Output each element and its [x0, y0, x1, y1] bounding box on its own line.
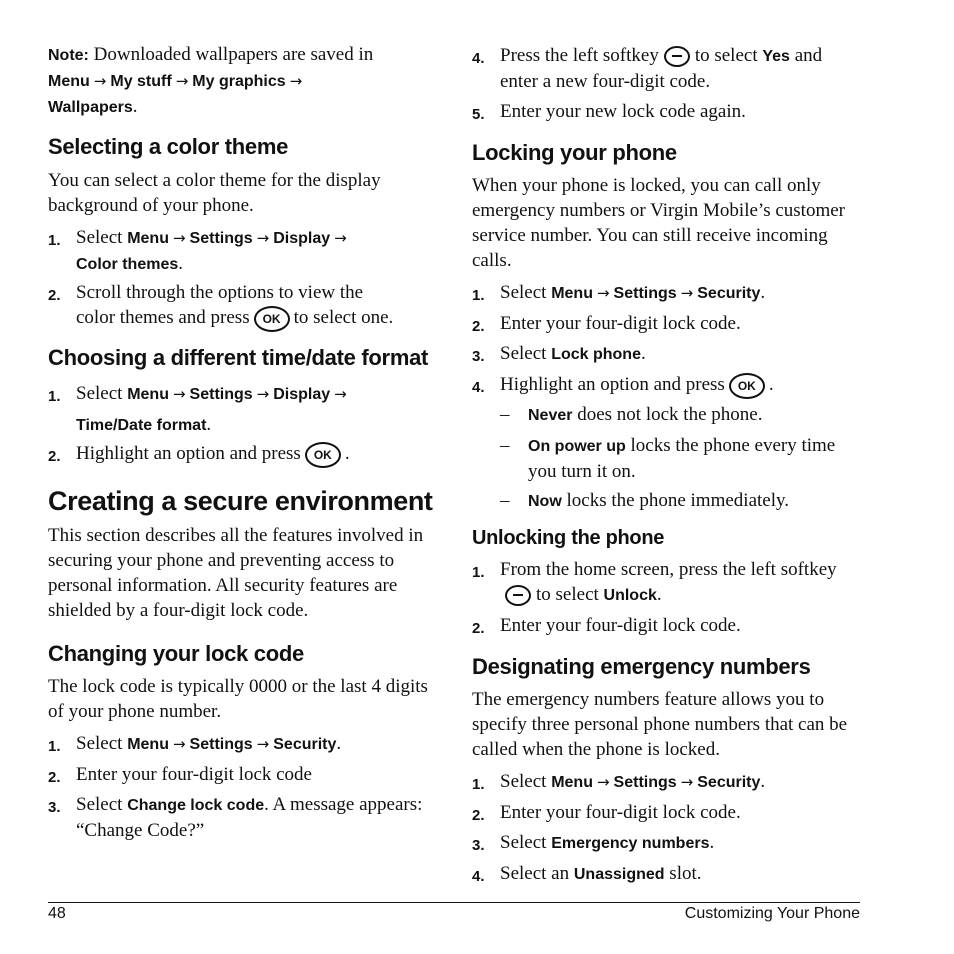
- heading-color-theme: Selecting a color theme: [48, 134, 289, 159]
- step-text: Highlight an option and press: [500, 374, 725, 395]
- emergency-step-3: [472, 830, 864, 858]
- step-prefix: Select an: [500, 863, 570, 884]
- heading-unlocking-phone: Unlocking the phone: [472, 527, 665, 549]
- dash-bullet: –: [500, 490, 510, 511]
- lock-code-step-1: [48, 731, 440, 759]
- intro-line: emergency numbers or Virgin Mobile’s customer: [472, 200, 845, 221]
- step-text: . A message appears:: [264, 794, 423, 815]
- step-number: 1.: [48, 738, 61, 755]
- menu-item-lock-phone: Lock phone: [551, 346, 641, 363]
- path-time-date-format: Time/Date format: [76, 417, 207, 434]
- path-display: Display: [273, 230, 331, 247]
- step-text: Enter your four-digit lock code: [76, 764, 312, 785]
- path-wallpapers: Wallpapers: [48, 99, 133, 116]
- path-settings: Settings: [189, 736, 253, 753]
- unlocking-step-1: [472, 557, 864, 611]
- path-my-stuff: My stuff: [110, 73, 172, 90]
- emergency-step-2: [472, 800, 864, 828]
- intro-line: When your phone is locked, you can call only: [472, 175, 821, 196]
- arrow-icon: →: [93, 72, 107, 90]
- intro-line: You can select a color theme for the display: [48, 170, 381, 191]
- color-theme-step-2: [48, 280, 440, 332]
- step-number: 1.: [472, 287, 485, 304]
- step-prefix: Select: [500, 343, 547, 364]
- step-number: 1.: [472, 776, 485, 793]
- step-prefix: Select: [500, 832, 547, 853]
- path-menu: Menu: [127, 230, 169, 247]
- lock-code-step-2: [48, 762, 440, 790]
- step-number: 3.: [472, 348, 485, 365]
- lock-code-step-5: [472, 99, 864, 127]
- step-text: Enter your new lock code again.: [500, 101, 746, 122]
- path-security: Security: [697, 285, 761, 302]
- step-number: 5.: [472, 106, 485, 123]
- step-number: 4.: [472, 868, 485, 885]
- period: .: [640, 343, 646, 364]
- menu-item-change-lock-code: Change lock code: [127, 797, 265, 814]
- step-text: to select one.: [293, 307, 394, 328]
- lock-code-intro: [48, 674, 428, 724]
- step-text: Press the left softkey: [500, 45, 659, 66]
- emergency-step-4: [472, 861, 864, 889]
- path-menu: Menu: [551, 774, 593, 791]
- chapter-title: Customizing Your Phone: [684, 905, 860, 922]
- step-number: 2.: [472, 318, 485, 335]
- option-text: locks the phone immediately.: [566, 490, 790, 511]
- step-number: 2.: [472, 807, 485, 824]
- step-prefix: Select: [76, 733, 123, 754]
- step-text: Enter your four-digit lock code.: [500, 615, 741, 636]
- ok-key-icon: OK: [729, 373, 765, 399]
- color-theme-intro: [48, 168, 381, 218]
- intro-line: of your phone number.: [48, 701, 222, 722]
- menu-item-emergency-numbers: Emergency numbers: [551, 835, 710, 852]
- step-text: slot.: [669, 863, 702, 884]
- period: .: [760, 282, 766, 303]
- step-number: 2.: [48, 287, 61, 304]
- step-text: Scroll through the options to view the: [76, 282, 364, 303]
- step-text: “Change Code?”: [76, 820, 205, 841]
- option-label: Now: [528, 493, 562, 510]
- time-date-step-1: [48, 381, 440, 435]
- arrow-icon: →: [680, 773, 694, 791]
- left-softkey-icon: [664, 46, 690, 67]
- footer-divider: [48, 902, 860, 903]
- path-color-themes: Color themes: [76, 256, 179, 273]
- step-text: Enter your four-digit lock code.: [500, 802, 741, 823]
- period: .: [132, 96, 138, 117]
- step-text: Highlight an option and press: [76, 443, 301, 464]
- step-number: 4.: [472, 379, 485, 396]
- arrow-icon: →: [256, 735, 270, 753]
- step-number: 3.: [48, 799, 61, 816]
- lock-code-step-3: [48, 792, 440, 844]
- step-number: 1.: [472, 564, 485, 581]
- arrow-icon: →: [172, 229, 186, 247]
- lock-option-never: [472, 402, 864, 430]
- lock-option-on-power-up: [472, 433, 864, 485]
- step-prefix: Select: [500, 771, 547, 792]
- period: .: [768, 374, 774, 395]
- step-text: enter a new four-digit code.: [500, 71, 711, 92]
- intro-line: personal information. All security features are: [48, 575, 398, 596]
- path-display: Display: [273, 386, 331, 403]
- step-text: to select: [694, 45, 758, 66]
- intro-line: The lock code is typically 0000 or the last 4 digits: [48, 676, 428, 697]
- period: .: [760, 771, 766, 792]
- note: [48, 42, 373, 120]
- intro-line: calls.: [472, 250, 512, 271]
- intro-line: This section describes all the features involved in: [48, 525, 424, 546]
- period: .: [344, 443, 350, 464]
- lock-option-now: [472, 488, 864, 516]
- step-prefix: Select: [76, 794, 123, 815]
- step-number: 2.: [48, 769, 61, 786]
- arrow-icon: →: [256, 385, 270, 403]
- emergency-step-1: [472, 769, 864, 797]
- ok-key-icon: OK: [254, 306, 290, 332]
- color-theme-step-1: [48, 225, 440, 275]
- unlocking-step-2: [472, 613, 864, 641]
- step-number: 1.: [48, 232, 61, 249]
- intro-line: service number. You can still receive incoming: [472, 225, 828, 246]
- path-settings: Settings: [613, 285, 677, 302]
- path-security: Security: [697, 774, 761, 791]
- intro-line: shielded by a four-digit lock code.: [48, 600, 309, 621]
- arrow-icon: →: [172, 385, 186, 403]
- step-text: Enter your four-digit lock code.: [500, 313, 741, 334]
- period: .: [178, 253, 183, 274]
- period: .: [656, 584, 662, 605]
- locking-step-4: [472, 372, 864, 400]
- arrow-icon: →: [175, 72, 189, 90]
- option-unlock: Unlock: [603, 587, 657, 604]
- arrow-icon: →: [289, 72, 303, 90]
- arrow-icon: →: [334, 385, 347, 403]
- step-prefix: Select: [76, 383, 123, 404]
- path-menu: Menu: [551, 285, 593, 302]
- intro-line: specify three personal phone numbers that can be: [472, 714, 848, 735]
- arrow-icon: →: [596, 773, 610, 791]
- option-text: does not lock the phone.: [577, 404, 763, 425]
- locking-step-2: [472, 311, 864, 339]
- option-label: Never: [528, 407, 573, 424]
- path-security: Security: [273, 736, 337, 753]
- option-yes: Yes: [762, 48, 790, 65]
- arrow-icon: →: [172, 735, 186, 753]
- step-prefix: Select: [500, 282, 547, 303]
- option-text: locks the phone every time: [630, 435, 836, 456]
- option-text: you turn it on.: [528, 461, 636, 482]
- path-menu: Menu: [127, 736, 169, 753]
- path-settings: Settings: [613, 774, 677, 791]
- step-number: 2.: [472, 620, 485, 637]
- arrow-icon: →: [680, 284, 694, 302]
- path-menu: Menu: [48, 73, 90, 90]
- heading-secure-environment: Creating a secure environment: [48, 486, 433, 516]
- intro-line: called when the phone is locked.: [472, 739, 720, 760]
- heading-time-date: Choosing a different time/date format: [48, 345, 429, 370]
- arrow-icon: →: [596, 284, 610, 302]
- note-text: Downloaded wallpapers are saved in: [93, 44, 374, 65]
- secure-intro: [48, 523, 423, 623]
- intro-line: securing your phone and preventing access to: [48, 550, 395, 571]
- intro-line: background of your phone.: [48, 195, 254, 216]
- heading-locking-phone: Locking your phone: [472, 140, 677, 165]
- step-number: 1.: [48, 388, 61, 405]
- dash-bullet: –: [500, 404, 510, 425]
- step-text: and: [794, 45, 823, 66]
- step-text: to select: [536, 584, 599, 605]
- period: .: [336, 733, 342, 754]
- arrow-icon: →: [256, 229, 270, 247]
- ok-key-icon: OK: [305, 442, 341, 468]
- time-date-step-2: [48, 441, 440, 469]
- lock-code-step-4: [472, 43, 864, 95]
- emergency-intro: [472, 687, 847, 762]
- path-settings: Settings: [189, 386, 253, 403]
- page-number: 48: [48, 905, 66, 922]
- dash-bullet: –: [500, 435, 510, 456]
- path-settings: Settings: [189, 230, 253, 247]
- locking-step-3: [472, 341, 864, 369]
- period: .: [206, 414, 212, 435]
- note-label: Note:: [48, 47, 89, 64]
- heading-lock-code: Changing your lock code: [48, 641, 304, 666]
- path-menu: Menu: [127, 386, 169, 403]
- locking-step-1: [472, 280, 864, 308]
- option-label: On power up: [528, 438, 626, 455]
- locking-intro: [472, 173, 845, 273]
- intro-line: The emergency numbers feature allows you to: [472, 689, 825, 710]
- step-text: From the home screen, press the left softkey: [500, 559, 837, 580]
- step-number: 4.: [472, 50, 485, 67]
- step-number: 2.: [48, 448, 61, 465]
- arrow-icon: →: [334, 229, 347, 247]
- left-softkey-icon: [505, 585, 531, 606]
- path-my-graphics: My graphics: [192, 73, 286, 90]
- step-number: 3.: [472, 837, 485, 854]
- heading-emergency-numbers: Designating emergency numbers: [472, 654, 811, 679]
- step-text: color themes and press: [76, 307, 250, 328]
- option-unassigned: Unassigned: [573, 866, 665, 883]
- period: .: [709, 832, 715, 853]
- step-prefix: Select: [76, 227, 123, 248]
